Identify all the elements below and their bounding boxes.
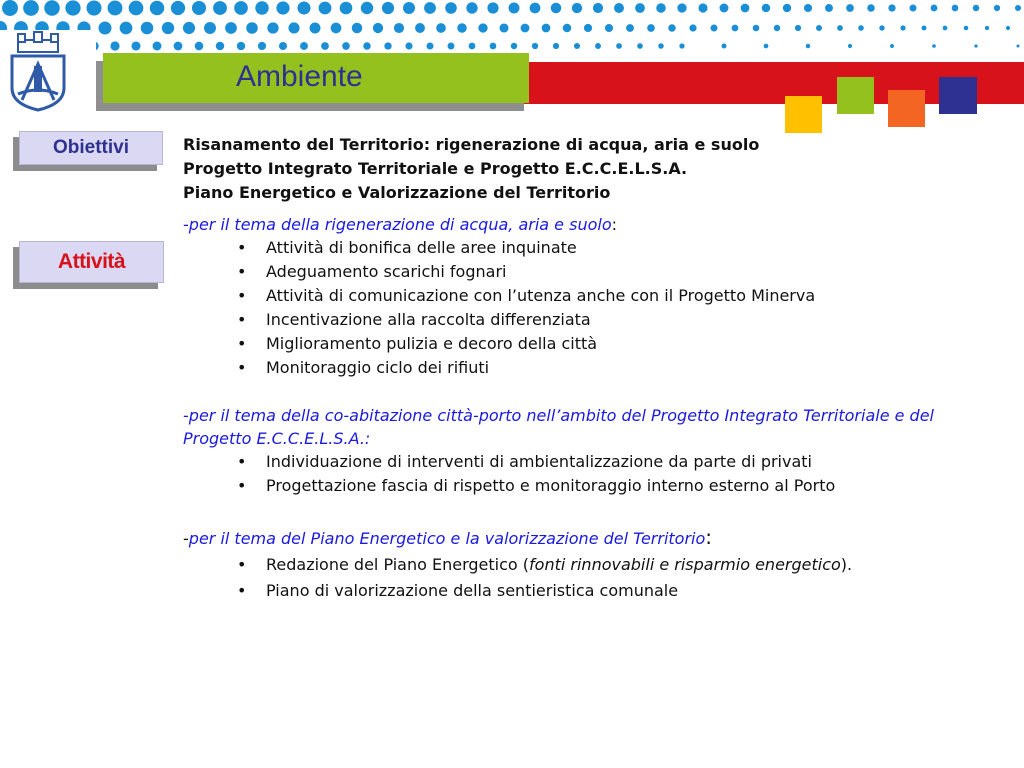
dot <box>952 5 959 12</box>
dot <box>689 24 696 31</box>
dot <box>848 44 852 48</box>
square-yellow <box>785 96 822 133</box>
dot <box>574 43 580 49</box>
bullet-list <box>183 450 983 498</box>
square-orange <box>888 90 925 127</box>
list-item: • Attività di comunicazione con l’utenza anche con il Progetto Minerva <box>266 284 983 308</box>
dot <box>511 43 517 49</box>
dot <box>825 4 833 12</box>
list-item: • Piano di valorizzazione della sentieristica comunale <box>266 579 903 603</box>
dot <box>922 26 927 31</box>
dot <box>741 4 750 13</box>
dot <box>195 42 204 51</box>
dot <box>403 2 415 14</box>
bullet-list <box>183 550 983 603</box>
dot <box>150 1 164 15</box>
dot <box>300 42 308 50</box>
dot <box>804 4 812 12</box>
activities-button[interactable] <box>19 241 164 283</box>
dot <box>551 3 562 14</box>
dot <box>44 0 59 15</box>
list-item: • Monitoraggio ciclo dei rifiuti <box>266 356 983 380</box>
dot <box>469 43 476 50</box>
objectives-list <box>183 133 983 205</box>
dot <box>276 1 289 14</box>
dot <box>499 23 508 32</box>
dot <box>521 24 530 33</box>
dot <box>710 24 717 31</box>
dot <box>436 23 446 33</box>
dot <box>774 25 780 31</box>
dot <box>542 24 551 33</box>
dot <box>932 44 936 48</box>
dot <box>342 42 350 50</box>
dot <box>783 4 791 12</box>
dot <box>297 1 310 14</box>
dot <box>384 42 391 49</box>
list-item: • Attività di bonifica delle aree inquinate <box>266 236 983 260</box>
dot <box>1016 44 1019 47</box>
dot <box>237 42 245 50</box>
dot <box>183 22 195 34</box>
objectives-label: Obiettivi <box>52 137 129 158</box>
dot <box>553 43 559 49</box>
dot <box>593 3 603 13</box>
dot <box>120 22 133 35</box>
dot <box>331 23 342 34</box>
dot <box>340 2 353 15</box>
dot <box>255 1 268 14</box>
dot <box>626 24 634 32</box>
dot <box>647 24 655 32</box>
dot <box>764 44 769 49</box>
dot <box>753 25 760 32</box>
dot <box>795 25 801 31</box>
dot <box>466 2 477 13</box>
dot <box>426 42 433 49</box>
dot <box>204 22 216 34</box>
dot <box>192 1 206 15</box>
dot <box>964 26 969 31</box>
dot <box>174 42 183 51</box>
dot <box>213 1 227 15</box>
main-content <box>183 133 983 603</box>
section-energy-plan <box>183 526 983 603</box>
objective-line: Progetto Integrato Territoriale e Progetto E.C.C.E.L.S.A. <box>183 159 688 178</box>
dot <box>595 43 601 49</box>
dot <box>23 0 39 16</box>
dot <box>2 0 18 16</box>
dot <box>890 44 894 48</box>
dot <box>279 42 287 50</box>
dot <box>162 22 174 34</box>
section-city-port <box>183 404 983 498</box>
dot <box>110 41 119 50</box>
dot <box>65 0 80 15</box>
dot <box>973 5 979 11</box>
dot <box>171 1 185 15</box>
dot <box>478 23 487 32</box>
section-water-air-soil <box>183 213 983 380</box>
dot <box>720 4 729 13</box>
dot <box>394 23 404 33</box>
objective-line: Risanamento del Territorio: rigenerazione di acqua, aria e suolo <box>183 135 760 154</box>
dot <box>258 42 266 50</box>
dot <box>668 24 675 31</box>
square-green <box>837 77 874 114</box>
objectives-button[interactable] <box>19 131 163 165</box>
dot <box>974 44 977 47</box>
dot <box>837 25 843 31</box>
dot <box>900 25 905 30</box>
dot <box>994 5 1000 11</box>
dot <box>131 41 140 50</box>
dot <box>532 43 538 49</box>
logo <box>0 30 96 114</box>
dot <box>445 2 457 14</box>
dot <box>216 42 224 50</box>
dot <box>721 43 726 48</box>
dot <box>361 2 373 14</box>
dot <box>319 2 332 15</box>
dot <box>141 22 154 35</box>
dot <box>858 25 864 31</box>
dot <box>1015 5 1021 11</box>
dot <box>352 23 363 34</box>
dot <box>605 24 613 32</box>
section-title: -per il tema della co-abitazione città-porto nell’ambito del Progetto Integrato Territoriale e del Progetto E.C.C.E.L.S.A.: <box>183 406 934 448</box>
dot <box>487 2 498 13</box>
city-crest-icon <box>0 30 96 114</box>
dot <box>530 3 541 14</box>
dot <box>448 43 455 50</box>
dot <box>382 2 394 14</box>
dot <box>373 23 383 33</box>
dot <box>698 3 707 12</box>
dot <box>635 3 645 13</box>
dot <box>584 24 592 32</box>
dot <box>509 3 520 14</box>
list-item: • Adeguamento scarichi fognari <box>266 260 983 284</box>
dot <box>816 25 822 31</box>
dot <box>424 2 436 14</box>
dot <box>99 22 112 35</box>
dot <box>943 26 948 31</box>
objective-line: Piano Energetico e Valorizzazione del Territorio <box>183 183 611 202</box>
list-item: • Incentivazione alla raccolta differenziata <box>266 308 983 332</box>
dot <box>563 24 571 32</box>
section-title: -per il tema del Piano Energetico e la valorizzazione del Territorio: <box>183 525 713 549</box>
dot <box>288 22 299 33</box>
dot <box>656 3 666 13</box>
dot <box>246 22 258 34</box>
dot <box>267 22 278 33</box>
dot <box>806 44 810 48</box>
dot <box>415 23 425 33</box>
dot <box>867 4 874 11</box>
dot <box>572 3 582 13</box>
dot <box>732 25 739 32</box>
dot <box>931 5 938 12</box>
dot <box>614 3 624 13</box>
page-title: Ambiente <box>236 60 363 93</box>
section-title: -per il tema della rigenerazione di acqua, aria e suolo: <box>183 215 617 234</box>
dot <box>225 22 237 34</box>
dot <box>457 23 466 32</box>
list-item: • Progettazione fascia di rispetto e monitoraggio interno esterno al Porto <box>266 474 983 498</box>
dot <box>86 0 101 15</box>
dot <box>310 23 321 34</box>
dot <box>658 43 663 48</box>
dot <box>679 43 684 48</box>
dot <box>888 4 895 11</box>
dot <box>909 4 916 11</box>
dot <box>153 42 162 51</box>
list-item: • Individuazione di interventi di ambientalizzazione da parte di privati <box>266 450 983 474</box>
dot <box>129 1 144 16</box>
list-item: • Redazione del Piano Energetico (fonti rinnovabili e risparmio energetico). <box>266 550 903 579</box>
dot <box>985 26 989 30</box>
dot <box>1006 26 1010 30</box>
dot <box>490 43 497 50</box>
dot <box>846 4 854 12</box>
dotted-pattern <box>0 0 1024 56</box>
dot <box>677 3 686 12</box>
list-item: • Miglioramento pulizia e decoro della città <box>266 332 983 356</box>
dot <box>879 25 884 30</box>
dot <box>616 43 622 49</box>
dot <box>321 42 329 50</box>
dot <box>405 42 412 49</box>
square-blue <box>939 77 977 114</box>
dot <box>108 1 123 16</box>
dot <box>234 1 248 15</box>
activities-label: Attività <box>57 250 126 273</box>
dot <box>363 42 370 49</box>
dot <box>637 43 643 49</box>
bullet-list <box>183 236 983 380</box>
dot <box>762 4 771 13</box>
